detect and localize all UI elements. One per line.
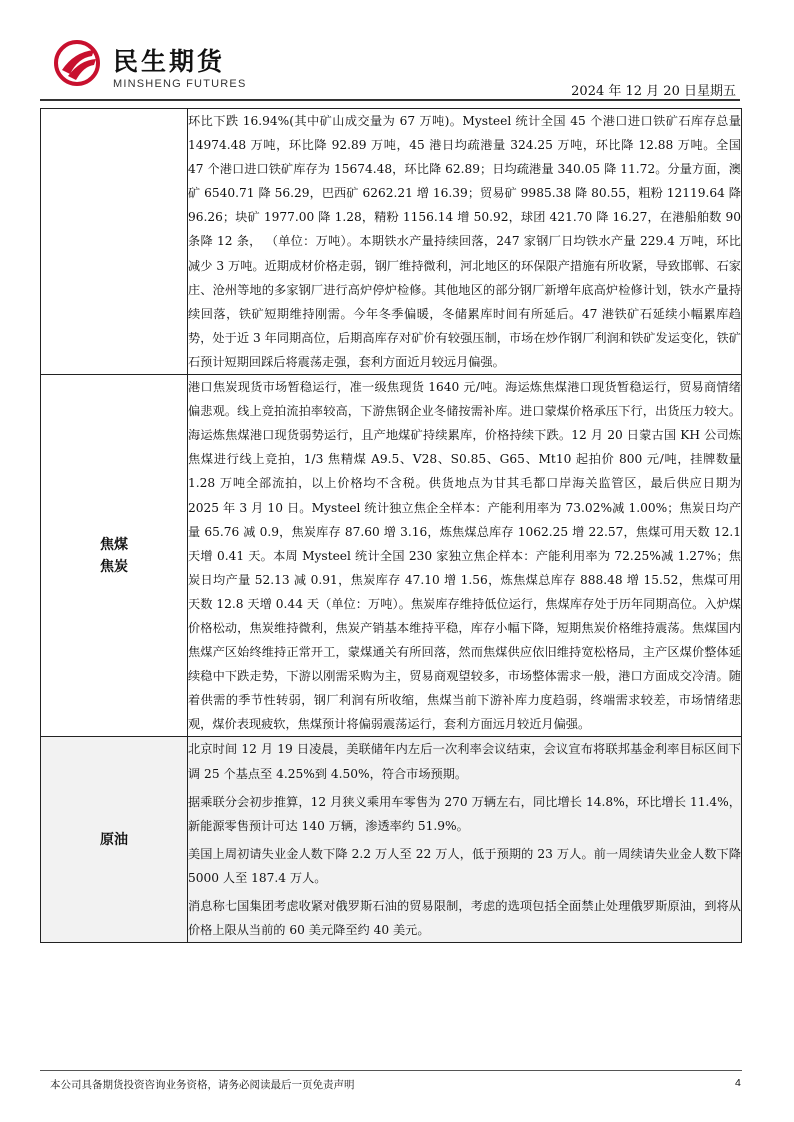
- category-label: 焦煤 焦炭: [100, 536, 128, 575]
- brand-name-cn: 民生期货: [113, 47, 226, 76]
- content-cell: [188, 109, 742, 375]
- paragraph: 美国上周初请失业金人数下降 2.2 万人至 22 万人，低于预期的 23 万人。前一周续请失业金人数下降 5000 人至 187.4 万人。: [188, 846, 741, 885]
- footer-divider: [40, 1070, 742, 1071]
- minsheng-logo-icon: [52, 40, 102, 86]
- page-number: 4: [735, 1077, 741, 1089]
- category-cell: [41, 109, 188, 375]
- paragraph: 港口焦炭现货市场暂稳运行，准一级焦现货 1640 元/吨。海运炼焦煤港口现货暂稳运行，贸易商情绪偏悲观。线上竞拍流拍率较高，下游焦钢企业冬储按需补库。进口蒙煤价格承压下行，出货压力较大。海运炼焦煤港口现货弱势运行，且产地煤矿持续累库，价格持续下跌。12 月 20 日蒙古国 KH 公司炼焦煤进行线上竞拍，1/3 焦精煤 A9.5、V28、S0.85、G65、Mt10 起拍价 800 元/吨，挂牌数量 1.28 万吨全部流拍，以上价格均不含税。供货地点为甘其毛都口岸海关监管区，最后供应日期为 2025 年 3 月 10 日。Mysteel 统计独立焦企全样本：产能利用率为 73.02%减 1.00%；焦炭日均产量 65.76 减 0.9，焦炭库存 87.60 增 3.16，炼焦煤总库存 1062.25 增 22.57，焦煤可用天数 12.1 天增 0.41 天。本周 Mysteel 统计全国 230 家独立焦企样本：产能利用率为 72.25%减 1.27%；焦炭日均产量 52.13 减 0.91，焦炭库存 47.10 增 1.56，炼焦煤总库存 888.48 增 15.52，焦煤可用天数 12.8 天增 0.44 天（单位：万吨）。焦炭库存维持低位运行，焦煤库存处于历年同期高位。入炉煤价格松动，焦炭维持微利，焦炭产销基本维持平稳，库存小幅下降，短期焦炭价格维持震荡。焦煤国内焦煤产区始终维持正常开工，蒙煤通关有所回落，然而焦煤供应依旧维持宽松格局，主产区煤价整体延续稳中下跌走势，下游以刚需采购为主，贸易商观望较多，市场整体需求一般，港口方面成交冷清。随着供需的季节性转弱，钢厂利润有所收缩，焦煤当前下游补库力度趋弱，终端需求较差，市场情绪悲观，煤价表现疲软，焦煤预计将偏弱震荡运行，套利方面远月较近月偏强。: [188, 380, 741, 732]
- paragraph: 据乘联分会初步推算，12 月狭义乘用车零售为 270 万辆左右，同比增长 14.8%，环比增长 11.4%，新能源零售预计可达 140 万辆，渗透率约 51.9%。: [188, 794, 741, 833]
- page-header: [0, 0, 794, 105]
- table-row-iron-ore: [41, 109, 742, 375]
- category-cell-crude: 原油: [41, 737, 188, 943]
- brand-name-en: MINSHENG FUTURES: [113, 78, 247, 90]
- category-cell-coking: [41, 375, 188, 737]
- paragraph: 环比下跌 16.94%(其中矿山成交量为 67 万吨)。Mysteel 统计全国 45 个港口进口铁矿石库存总量 14974.48 万吨，环比降 92.89 万吨，45 港日均疏港量 324.25 万吨，环比降 12.88 万吨。全国 47 个港口进口铁矿库存为 15674.48，环比降 62.89；日均疏港量 340.05 降 11.72。分量方面，澳矿 6540.71 降 56.29，巴西矿 6262.21 增 16.39；贸易矿 9985.38 降 80.55，粗粉 12119.64 降 96.26；块矿 1977.00 降 1.28，精粉 1156.14 增 50.92，球团 421.70 降 16.27，在港船舶数 90 条降 12 条， （单位：万吨）。本期铁水产量持续回落，247 家钢厂日均铁水产量 229.4 万吨，环比减少 3 万吨。近期成材价格走弱，钢厂维持微利，河北地区的环保限产措施有所收紧，导致邯郸、石家庄、沧州等地的多家钢厂进行高炉停炉检修。其他地区的部分钢厂新增年底高炉检修计划，铁水产量持续回落，铁矿短期维持刚需。今年冬季偏暖，冬储累库时间有所延后。47 港铁矿石延续小幅累库趋势，处于近 3 年同期高位，后期高库存对矿价有较强压制，市场在炒作钢厂利润和铁矿发运变化，铁矿石预计短期回踩后将震荡走强，套利方面近月较远月偏强。: [188, 114, 741, 369]
- commodity-table: [40, 108, 742, 943]
- table-row-coking-coal: [41, 375, 742, 737]
- content-cell: [188, 375, 742, 737]
- footer-disclaimer: 本公司具备期货投资咨询业务资格，请务必阅读最后一页免责声明: [50, 1079, 355, 1091]
- paragraph: 北京时间 12 月 19 日凌晨，美联储年内左后一次利率会议结束，会议宣布将联邦基金利率目标区间下调 25 个基点至 4.25%到 4.50%，符合市场预期。: [188, 742, 741, 781]
- table-row-crude-oil: [41, 737, 742, 943]
- paragraph: 消息称七国集团考虑收紧对俄罗斯石油的贸易限制，考虑的选项包括全面禁止处理俄罗斯原油，到将从价格上限从当前的 60 美元降至约 40 美元。: [188, 899, 741, 938]
- header-divider: [40, 99, 740, 101]
- content-cell: [188, 737, 742, 943]
- report-date: 2024 年 12 月 20 日星期五: [571, 84, 736, 99]
